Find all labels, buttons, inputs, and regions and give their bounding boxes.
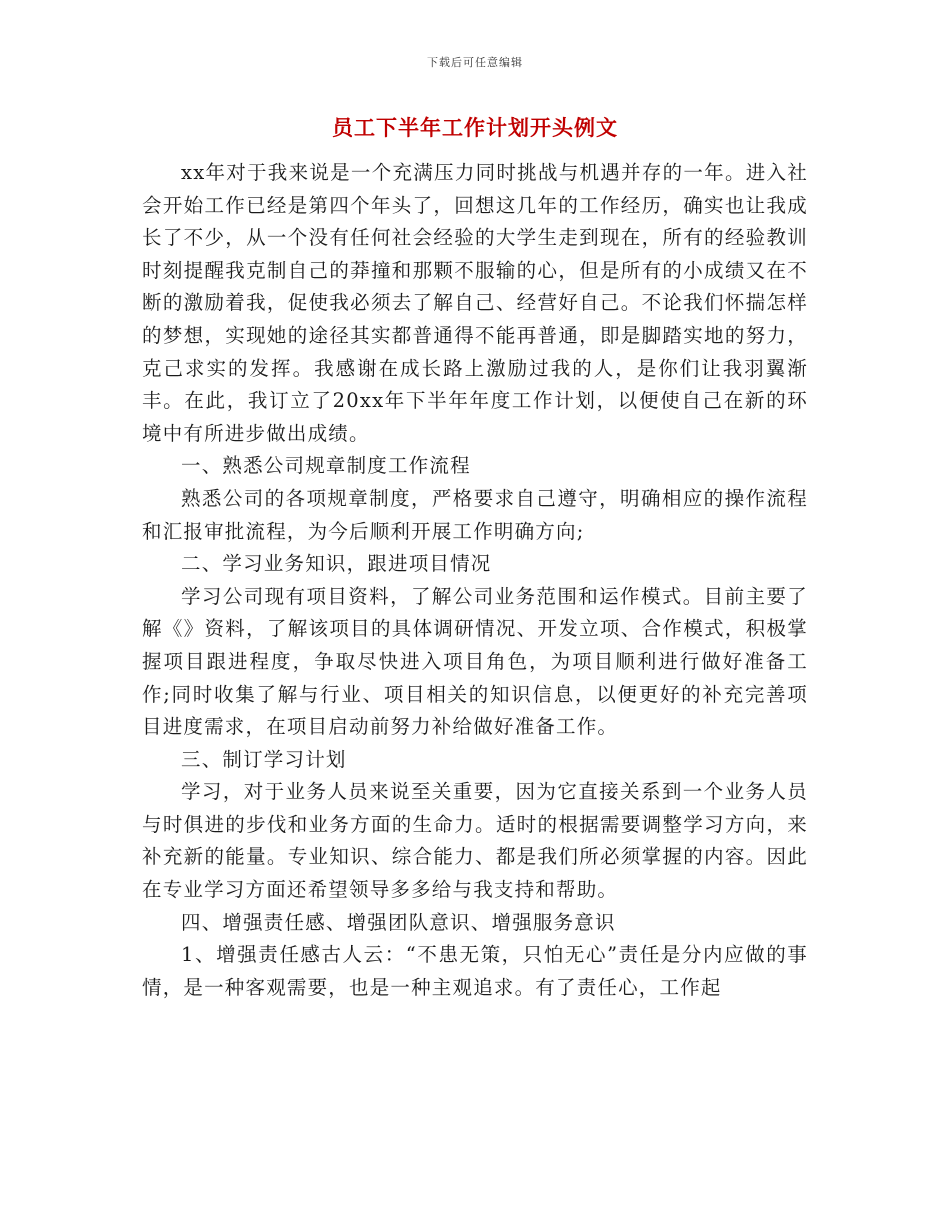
header-note: 下载后可任意编辑 xyxy=(427,56,523,69)
document-title: 员工下半年工作计划开头例文 xyxy=(332,115,618,140)
section-heading-1: 一、熟悉公司规章制度工作流程 xyxy=(181,454,471,478)
section-heading-4: 四、增强责任感、增强团队意识、增强服务意识 xyxy=(181,910,616,934)
paragraph-section-3: 学习，对于业务人员来说至关重要，因为它直接关系到一个业务人员与时俱进的步伐和业务方面的生命力。适时的根据需要调整学习方向，来补充新的能量。专业知识、综合能力、都是我们所必须掌握的内容。因此在专业学习方面还希望领导多多给与我支持和帮助。 xyxy=(142,780,808,902)
paragraph-section-2: 学习公司现有项目资料，了解公司业务范围和运作模式。目前主要了解《》资料，了解该项目的具体调研情况、开发立项、合作模式，积极掌握项目跟进程度，争取尽快进入项目角色，为项目顺利进行做好准备工作;同时收集了解与行业、项目相关的知识信息，以便更好的补充完善项目进度需求，在项目启动前努力补给做好准备工作。 xyxy=(142,584,808,739)
section-heading-3: 三、制订学习计划 xyxy=(181,747,347,771)
paragraph-section-4-item-1: 1、增强责任感古人云：“不患无策，只怕无心”责任是分内应做的事情，是一种客观需要，也是一种主观追求。有了责任心，工作起 xyxy=(142,943,808,999)
section-heading-2: 二、学习业务知识，跟进项目情况 xyxy=(181,552,492,576)
paragraph-intro: xx年对于我来说是一个充满压力同时挑战与机遇并存的一年。进入社会开始工作已经是第四个年头了，回想这几年的工作经历，确实也让我成长了不少，从一个没有任何社会经验的大学生走到现在，所有的经验教训时刻提醒我克制自己的莽撞和那颗不服输的心，但是所有的小成绩又在不断的激励着我，促使我必须去了解自己、经营好自己。不论我们怀揣怎样的梦想，实现她的途径其实都普通得不能再普通，即是脚踏实地的努力，克己求实的发挥。我感谢在成长路上激励过我的人，是你们让我羽翼渐丰。在此，我订立了20xx年下半年年度工作计划，以便使自己在新的环境中有所进步做出成绩。 xyxy=(142,161,808,445)
document-body xyxy=(142,157,808,1004)
paragraph-section-1: 熟悉公司的各项规章制度，严格要求自己遵守，明确相应的操作流程和汇报审批流程，为今后顺利开展工作明确方向; xyxy=(142,486,808,543)
